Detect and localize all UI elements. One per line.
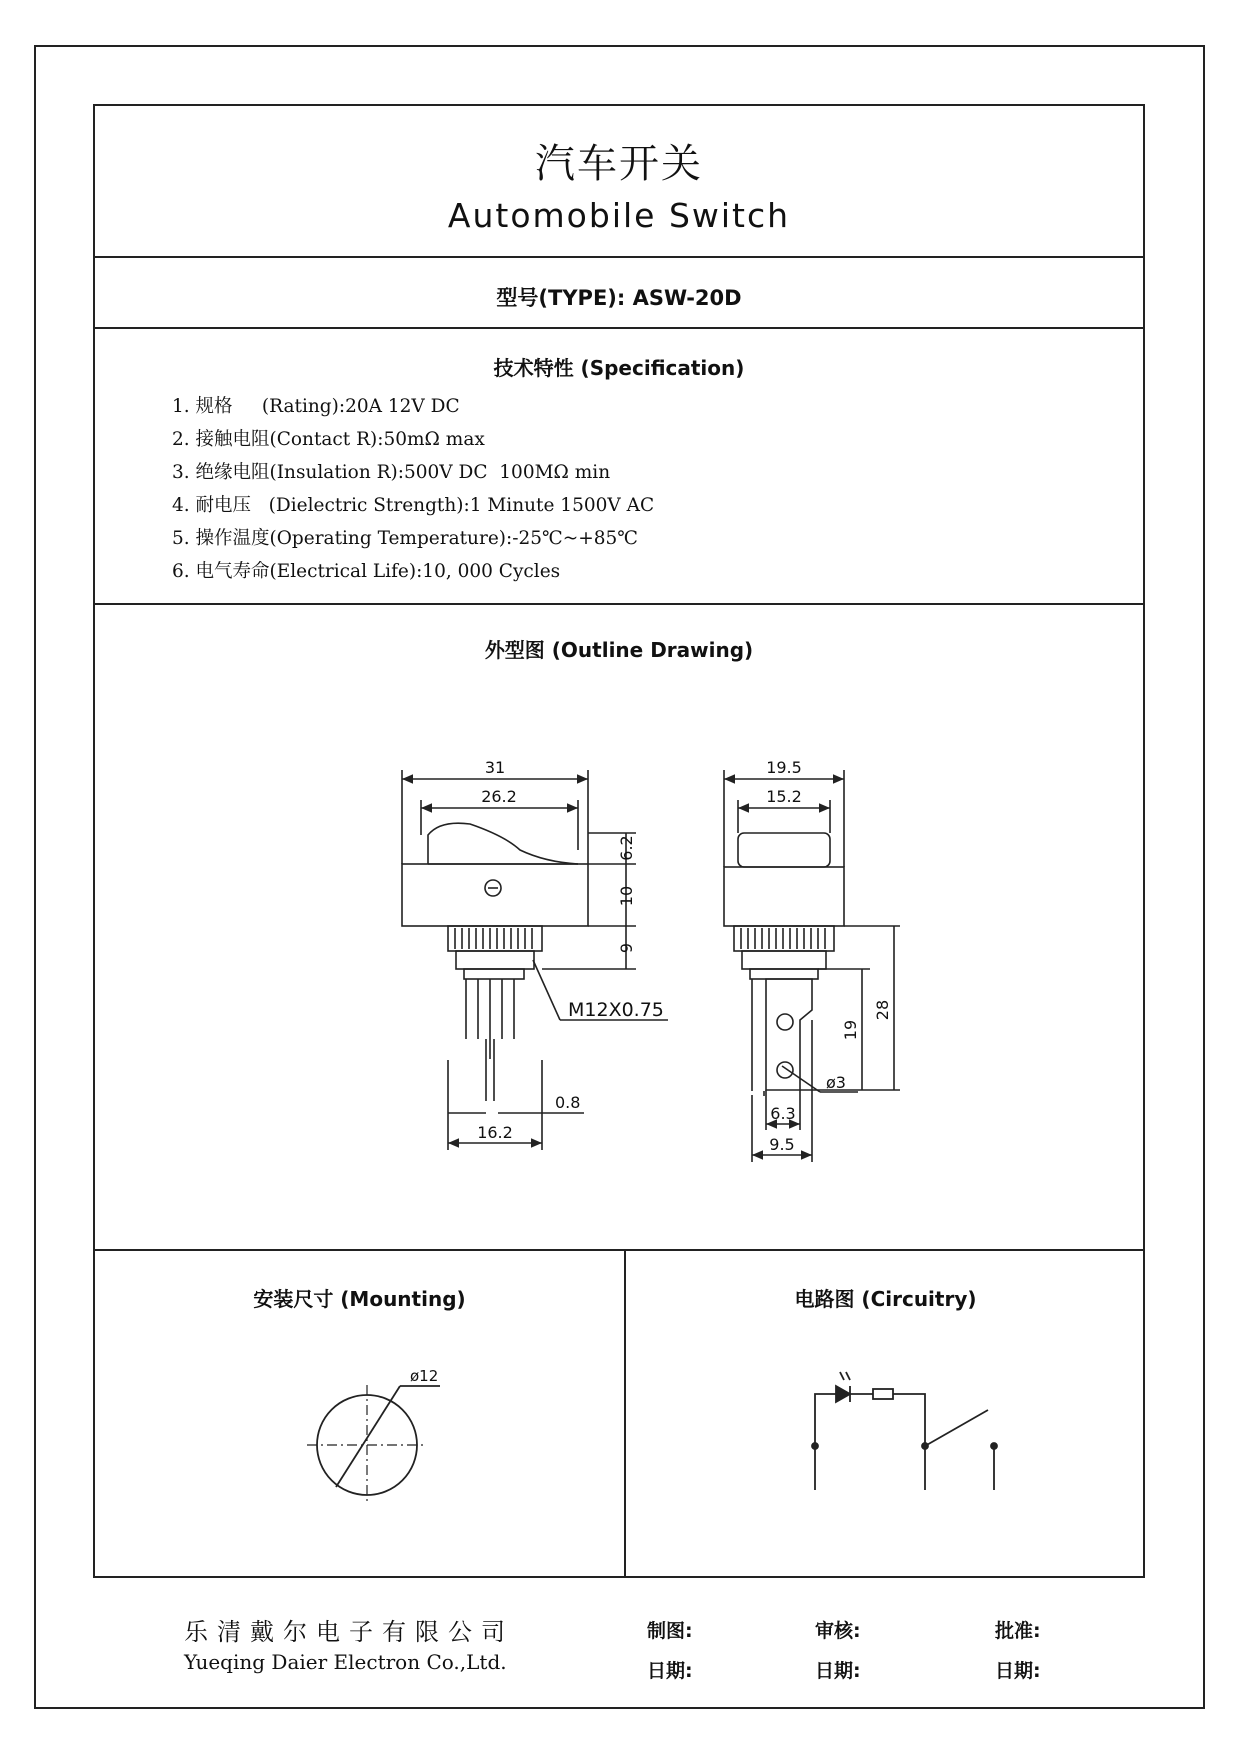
title-english: Automobile Switch — [447, 196, 791, 235]
spec-item: 2. 接触电阻(Contact R):50mΩ max — [172, 429, 485, 450]
date-label-drawn: 日期: — [647, 1660, 693, 1682]
company-name-en: Yueqing Daier Electron Co.,Ltd. — [184, 1650, 507, 1674]
spec-item: 3. 绝缘电阻(Insulation R):500V DC 100MΩ min — [172, 462, 611, 483]
dim-hole: ø3 — [826, 1073, 846, 1092]
dim-terminal-thickness: 0.8 — [555, 1093, 581, 1112]
mounting-drawing — [307, 1385, 440, 1505]
side-view — [724, 770, 900, 1162]
front-view — [402, 770, 668, 1150]
mount-hole-dim: ø12 — [410, 1367, 439, 1385]
dim-side-width: 19.5 — [766, 758, 802, 777]
dim-front-width: 31 — [484, 758, 506, 777]
dim-terminal-length: 19 — [841, 1019, 860, 1041]
dim-rocker-height: 6.2 — [617, 835, 636, 861]
title-chinese: 汽车开关 — [535, 141, 703, 187]
circuitry-title: 电路图 (Circuitry) — [794, 1287, 977, 1311]
spec-title: 技术特性 (Specification) — [493, 356, 745, 380]
dim-thread-height: 9 — [617, 942, 636, 954]
dim-total-length: 28 — [873, 999, 892, 1021]
circuit-diagram — [812, 1372, 997, 1490]
dim-thread: M12X0.75 — [568, 999, 664, 1021]
spec-item: 6. 电气寿命(Electrical Life):10, 000 Cycles — [172, 561, 561, 582]
drawn-label: 制图: — [647, 1620, 693, 1642]
approved-label: 批准: — [995, 1620, 1041, 1642]
spec-item: 1. 规格 (Rating):20A 12V DC — [172, 396, 460, 417]
dim-terminal-width: 6.3 — [770, 1104, 796, 1123]
type-line: 型号(TYPE): ASW-20D — [496, 286, 742, 310]
company-name-cn: 乐清戴尔电子有限公司 — [184, 1618, 514, 1646]
dim-front-rocker-width: 26.2 — [481, 787, 517, 806]
mounting-title: 安装尺寸 (Mounting) — [253, 1287, 466, 1311]
spec-item: 4. 耐电压 (Dielectric Strength):1 Minute 1500V AC — [172, 495, 655, 516]
outline-title: 外型图 (Outline Drawing) — [484, 638, 754, 662]
spec-item: 5. 操作温度(Operating Temperature):-25℃~+85℃ — [172, 528, 638, 549]
dim-terminal-span: 16.2 — [477, 1123, 513, 1142]
checked-label: 审核: — [815, 1620, 861, 1642]
dim-body-height: 10 — [617, 885, 636, 907]
dim-side-rocker-width: 15.2 — [766, 787, 802, 806]
date-label-approved: 日期: — [995, 1660, 1041, 1682]
date-label-checked: 日期: — [815, 1660, 861, 1682]
dim-base-width: 9.5 — [769, 1135, 795, 1154]
